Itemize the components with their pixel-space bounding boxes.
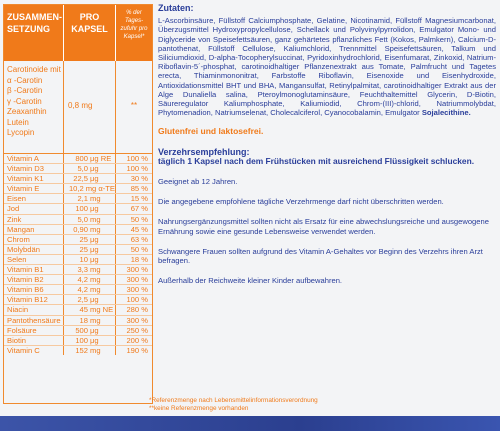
amount-unit: mg bbox=[90, 224, 101, 234]
nutrient-daily-percent: 300 % bbox=[126, 315, 148, 325]
carotenoid-block bbox=[4, 61, 152, 154]
nutrient-amount bbox=[64, 346, 116, 355]
amount-value: 10 bbox=[79, 254, 88, 264]
ingredients-allergen: Sojalecithine. bbox=[421, 108, 471, 118]
carotenoid-name: α -Carotin bbox=[7, 75, 43, 85]
amount-value: 25 bbox=[79, 244, 88, 254]
carotenoid-name: Carotinoide mit bbox=[7, 65, 61, 74]
nutrient-name: Vitamin B6 bbox=[4, 285, 64, 294]
table-row bbox=[4, 285, 152, 295]
nutrient-name: Vitamin B12 bbox=[4, 295, 64, 304]
amount-value: 5,0 bbox=[77, 214, 88, 224]
amount-value: 2,5 bbox=[77, 295, 88, 305]
nutrient-name: Vitamin C bbox=[4, 346, 64, 355]
nutrient-name: Folsäure bbox=[4, 326, 64, 335]
nutrient-daily-percent: 300 % bbox=[126, 265, 148, 275]
amount-value: 25 bbox=[79, 234, 88, 244]
nutrient-amount bbox=[64, 204, 116, 213]
nutrient-name: Biotin bbox=[4, 336, 64, 345]
amount-unit: mg NE bbox=[90, 305, 114, 315]
table-row bbox=[4, 275, 152, 285]
amount-value: 3,3 bbox=[77, 265, 88, 275]
amount-unit: mg bbox=[90, 275, 101, 285]
nutrient-amount bbox=[64, 316, 116, 325]
amount-unit: mg α-TE bbox=[85, 184, 115, 194]
table-row bbox=[4, 184, 152, 194]
nutrient-daily-percent: 85 % bbox=[130, 184, 148, 194]
table-row bbox=[4, 194, 152, 204]
table-header bbox=[4, 5, 152, 61]
amount-value: 45 bbox=[79, 305, 88, 315]
nutrient-name: Chrom bbox=[4, 235, 64, 244]
nutrient-daily-percent: 280 % bbox=[126, 305, 148, 315]
nutrient-name: Eisen bbox=[4, 194, 64, 203]
table-row bbox=[4, 326, 152, 336]
amount-unit: μg bbox=[90, 234, 99, 244]
carotenoid-pct: ** bbox=[130, 101, 138, 110]
amount-unit: mg bbox=[90, 194, 101, 204]
footnote-reference: *Referenzmenge nach Lebensmittelinformationsverordnung bbox=[149, 397, 318, 404]
nutrient-daily-percent: 15 % bbox=[130, 194, 148, 204]
nutrient-rows bbox=[4, 154, 152, 355]
nutrient-daily-percent: 18 % bbox=[130, 254, 148, 264]
amount-unit: μg bbox=[90, 174, 99, 184]
amount-value: 2,1 bbox=[77, 194, 88, 204]
nutrient-amount bbox=[64, 215, 116, 224]
product-text bbox=[158, 4, 496, 285]
amount-unit: μg RE bbox=[90, 154, 112, 163]
nutrient-name: Vitamin K1 bbox=[4, 174, 64, 183]
nutrient-amount bbox=[64, 275, 116, 284]
nutrient-name: Vitamin A bbox=[4, 154, 64, 163]
carotenoid-name: Zeaxanthin bbox=[7, 107, 47, 116]
nutrient-amount bbox=[64, 295, 116, 304]
table-row bbox=[4, 204, 152, 214]
footnotes bbox=[149, 397, 318, 412]
nutrient-amount bbox=[64, 174, 116, 183]
age-note: Geeignet ab 12 Jahren. bbox=[158, 177, 238, 187]
amount-value: 18 bbox=[79, 315, 88, 325]
allergen-note: Glutenfrei und laktosefrei. bbox=[158, 126, 264, 137]
warning-max-dose: Die angegebene empfohlene tägliche Verzehrmenge darf nicht überschritten werden. bbox=[158, 197, 444, 207]
nutrient-daily-percent: 100 % bbox=[126, 295, 148, 305]
ingredients-body bbox=[158, 16, 496, 117]
amount-value: 10,2 bbox=[68, 184, 84, 194]
table-row bbox=[4, 174, 152, 184]
amount-value: 500 bbox=[75, 325, 88, 335]
amount-value: 100 bbox=[75, 335, 88, 345]
nutrient-amount bbox=[64, 245, 116, 254]
nutrient-daily-percent: 30 % bbox=[130, 174, 148, 184]
amount-value: 0,90 bbox=[73, 224, 88, 234]
amount-unit: μg bbox=[90, 244, 99, 254]
amount-unit: mg bbox=[90, 315, 101, 325]
amount-unit: μg bbox=[90, 164, 99, 174]
nutrient-name: Molybdän bbox=[4, 245, 64, 254]
warning-children: Außerhalb der Reichweite kleiner Kinder aufbewahren. bbox=[158, 276, 343, 286]
carotenoid-dose: 0,8 mg bbox=[64, 61, 116, 153]
amount-value: 5,0 bbox=[77, 164, 88, 174]
table-row bbox=[4, 336, 152, 346]
nutrient-daily-percent: 45 % bbox=[130, 224, 148, 234]
nutrient-amount bbox=[64, 265, 116, 274]
table-row bbox=[4, 154, 152, 164]
table-row bbox=[4, 316, 152, 326]
header-per-capsule: PRO KAPSEL bbox=[64, 5, 116, 61]
nutrient-amount bbox=[64, 154, 116, 163]
table-row bbox=[4, 305, 152, 315]
nutrient-daily-percent: 63 % bbox=[130, 234, 148, 244]
nutrient-name: Vitamin D3 bbox=[4, 164, 64, 173]
amount-unit: mg bbox=[90, 345, 101, 355]
table-row bbox=[4, 245, 152, 255]
nutrient-amount bbox=[64, 184, 116, 193]
carotenoid-name: Lutein bbox=[7, 117, 29, 127]
footnote-no-reference: **keine Referenzmenge vorhanden bbox=[149, 404, 249, 412]
amount-unit: μg bbox=[90, 335, 99, 345]
amount-value: 100 bbox=[75, 204, 88, 214]
carotenoid-name: β -Carotin bbox=[7, 86, 43, 95]
nutrient-daily-percent: 100 % bbox=[126, 164, 148, 174]
nutrient-amount bbox=[64, 225, 116, 234]
nutrient-daily-percent: 50 % bbox=[130, 244, 148, 254]
carotenoid-name: γ -Carotin bbox=[7, 96, 42, 106]
header-composition: ZUSAMMEN- SETZUNG bbox=[4, 5, 64, 61]
amount-value: 22,5 bbox=[73, 174, 88, 184]
dosage-section bbox=[158, 148, 496, 166]
amount-value: 152 bbox=[75, 345, 88, 355]
nutrient-amount bbox=[64, 255, 116, 264]
table-row bbox=[4, 164, 152, 174]
amount-unit: μg bbox=[90, 204, 99, 214]
carotenoid-names bbox=[4, 61, 64, 153]
nutrient-amount bbox=[64, 235, 116, 244]
amount-unit: μg bbox=[90, 295, 99, 305]
nutrient-amount bbox=[64, 164, 116, 173]
nutrient-daily-percent: 200 % bbox=[126, 335, 148, 345]
table-row bbox=[4, 346, 152, 355]
table-row bbox=[4, 235, 152, 245]
ingredients-list: L-Ascorbinsäure, Füllstoff Calciumphosphate, Gelatine, Nicotinamid, Füllstoff Magnesiumcarbonat, Überzugsmittel Hydroxypropylcellulose, Schellack und Polyvinylpyrrolidon, Emulgator Mono- und Diglyceride von Speisefettsäuren, ganz gehärtetes pflanzliches Fett (Kokos, Palmkern), Calcium-D-pantothenat, Füllstoff Cellulose, Kaliumchlorid, Trennmittel Speisefettsäuren, Talkum und Siliciumdioxid, D-alpha-Tocopherylsuccinat, Pyridoxinhydrochlorid, Eisenfumarat, Zinkoxid, Natrium-Riboflavin-5´-phosphat, carotinoidhaltiger Pflanzenextrakt aus Tomate, Palmfrucht und Tagetes erecta, Thiaminmononitrat, Farbstoffe Riboflavin, Eisenoxide und Eisenhydroxide, Antioxidationsmittel BHT und BHA, Mangansulfat, Retinylpalmitat, carotinoidhaltiger Extrakt aus der Alge Dunaliella salina, Pteroylmonoglutaminsäure, Feuchthaltemittel Glycerin, D-Biotin, Säureregulator Kaliumphosphate, Kaliumiodid, Chrom-(III)-chlorid, Natriummolybdat, Phytomenadion, Natriumselenat, Cholecalciferol, Cyanocobalamin, Emulgator bbox=[158, 16, 496, 118]
nutrient-daily-percent: 300 % bbox=[126, 275, 148, 285]
warning-pregnancy: Schwangere Frauen sollten aufgrund des Vitamin A-Gehaltes vor Beginn des Verzehrs ihren Arzt befragen. bbox=[158, 246, 483, 266]
nutrient-name: Selen bbox=[4, 255, 64, 264]
dosage-body: täglich 1 Kapsel nach dem Frühstücken mit ausreichend Flüssigkeit schlucken. bbox=[158, 155, 475, 166]
amount-unit: mg bbox=[90, 214, 101, 224]
nutrient-name: Vitamin E bbox=[4, 184, 64, 193]
carotenoid-name: Lycopin bbox=[7, 128, 35, 137]
nutrient-daily-percent: 250 % bbox=[126, 325, 148, 335]
nutrient-name: Vitamin B2 bbox=[4, 275, 64, 284]
amount-value: 4,2 bbox=[77, 275, 88, 285]
amount-unit: mg bbox=[90, 285, 101, 295]
table-row bbox=[4, 215, 152, 225]
header-daily-percent: % der Tages-zufuhr pro Kapsel* bbox=[120, 10, 148, 40]
nutrient-daily-percent: 190 % bbox=[126, 345, 148, 355]
nutrient-name: Pantothensäure bbox=[4, 316, 64, 325]
nutrient-daily-percent: 50 % bbox=[130, 214, 148, 224]
nutrient-daily-percent: 300 % bbox=[126, 285, 148, 295]
nutrient-amount bbox=[64, 305, 116, 314]
table-row bbox=[4, 265, 152, 275]
warning-not-substitute: Nahrungsergänzungsmittel sollten nicht als Ersatz für eine abwechslungsreiche und ausgewogene Ernährung sowie eine gesunde Lebensweise verwendet werden. bbox=[158, 217, 489, 236]
nutrient-name: Mangan bbox=[4, 225, 64, 234]
nutrient-name: Zink bbox=[4, 215, 64, 224]
table-row bbox=[4, 295, 152, 305]
amount-unit: μg bbox=[90, 254, 99, 264]
table-row bbox=[4, 255, 152, 265]
dosage-heading: Verzehrsempfehlung: bbox=[158, 146, 250, 157]
ingredients-heading: Zutaten: bbox=[158, 3, 194, 13]
nutrient-amount bbox=[64, 194, 116, 203]
table-row bbox=[4, 225, 152, 235]
nutrient-daily-percent: 100 % bbox=[126, 154, 148, 163]
nutrition-table bbox=[3, 4, 153, 404]
nutrient-amount bbox=[64, 336, 116, 345]
nutrient-amount bbox=[64, 326, 116, 335]
nutrient-name: Vitamin B1 bbox=[4, 265, 64, 274]
amount-value: 800 bbox=[75, 154, 88, 163]
amount-unit: mg bbox=[90, 265, 101, 275]
nutrient-daily-percent: 67 % bbox=[130, 204, 148, 214]
bottom-band bbox=[0, 416, 500, 431]
amount-unit: μg bbox=[90, 325, 99, 335]
nutrient-name: Niacin bbox=[4, 305, 64, 314]
amount-value: 4,2 bbox=[77, 285, 88, 295]
nutrient-amount bbox=[64, 285, 116, 294]
nutrient-name: Jod bbox=[4, 204, 64, 213]
